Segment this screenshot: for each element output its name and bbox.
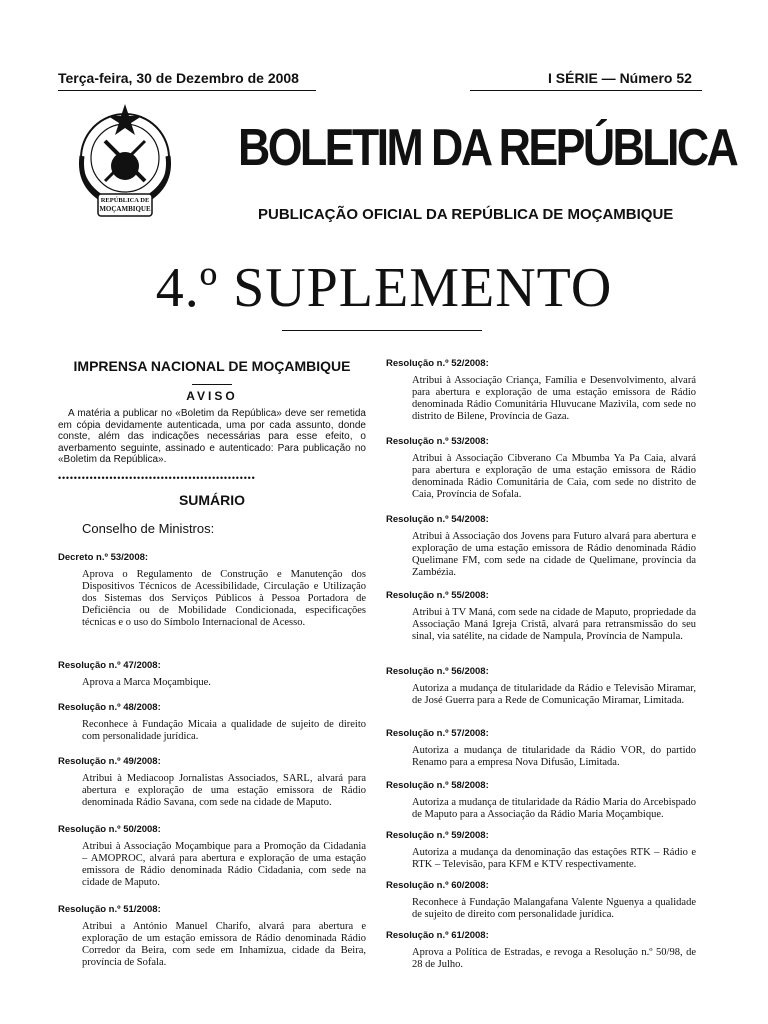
left-entry: [58, 702, 366, 743]
conselho-label: Conselho de Ministros:: [82, 521, 215, 536]
publication-title: BOLETIM DA REPÚBLICA: [238, 119, 737, 177]
entry-heading: Resolução n.º 47/2008:: [58, 660, 161, 671]
left-entry: [58, 552, 366, 629]
entry-body: Autoriza a mudança de titularidade da Rádio VOR, do partido Renamo para a empresa Nova Difusão, Limitada.: [412, 745, 696, 768]
entry-heading: Resolução n.º 52/2008:: [386, 358, 489, 369]
sumario-heading: SUMÁRIO: [178, 492, 246, 508]
entry-heading: Resolução n.º 54/2008:: [386, 514, 489, 525]
right-entry: [386, 830, 696, 871]
supplement-underline: [282, 330, 482, 331]
entry-body: Atribui à TV Maná, com sede na cidade de Maputo, propriedade da Associação Maná Igreja Cristã, alvará para retransmissão do seu sinal, via satélite, na cidade de Nampula, Província de Nampula.: [412, 607, 696, 642]
date-underline: [58, 90, 316, 91]
entry-heading: Resolução n.º 60/2008:: [386, 880, 489, 891]
entry-heading: Resolução n.º 56/2008:: [386, 666, 489, 677]
left-entry: [58, 904, 366, 969]
entry-heading: Resolução n.º 58/2008:: [386, 780, 489, 791]
entry-body: Autoriza a mudança de titularidade da Rádio e Televisão Miramar, de José Guerra para a Rede de Comunicação Miramar, Limitada.: [412, 683, 696, 706]
aviso-body: A matéria a publicar no «Boletim da República» deve ser remetida em cópia devidamente autenticada, uma por cada assunto, donde conste, além das indicações necessárias para esse efeito, o averbamento seguinte, assinado e autenticado: Para publicação no «Boletim da República».: [58, 408, 366, 465]
entry-heading: Resolução n.º 49/2008:: [58, 756, 161, 767]
right-entry: [386, 780, 696, 821]
left-entry: [58, 824, 366, 889]
entry-body: Aprova a Marca Moçambique.: [82, 677, 211, 688]
series-underline: [470, 90, 702, 91]
entry-heading: Resolução n.º 51/2008:: [58, 904, 161, 915]
entry-heading: Resolução n.º 57/2008:: [386, 728, 489, 739]
entry-body: Aprova a Política de Estradas, e revoga a Resolução n.º 50/98, de 28 de Julho.: [412, 947, 696, 970]
entry-heading: Resolução n.º 59/2008:: [386, 830, 489, 841]
entry-body: Atribui à Associação dos Jovens para Futuro alvará para abertura e exploração de uma estação emissora de Rádio denominada Rádio Quelimane FM, com sede na cidade de Quelimane, província da Zambézia.: [412, 531, 696, 578]
right-entry: [386, 436, 696, 501]
right-entry: [386, 358, 696, 423]
left-entry: [58, 756, 366, 809]
entry-body: Atribui à Associação Criança, Família e Desenvolvimento, alvará para abertura e exploração de uma estação emissora de Rádio denominada Rádio Comunitária Hluvucane Mazivila, com sede no distrito de Bilene, Província de Gaza.: [412, 375, 696, 422]
entry-body: Atribui à Mediacoop Jornalistas Associados, SARL, alvará para abertura e exploração de uma estação emissora de Rádio denominada Rádio Savana, com sede na cidade de Maputo.: [82, 773, 366, 808]
right-entry: [386, 666, 696, 707]
entry-heading: Resolução n.º 55/2008:: [386, 590, 489, 601]
emblem-text-top: REPÚBLICA DE: [100, 197, 150, 204]
entry-body: Atribui à Associação Moçambique para a Promoção da Cidadania – AMOPROC, alvará para abertura e exploração de uma estação emissora de Rádio denominada Rádio Cidadania, com sede na cidade de Maputo.: [82, 841, 366, 888]
entry-heading: Resolução n.º 61/2008:: [386, 930, 489, 941]
entry-body: Aprova o Regulamento de Construção e Manutenção dos Dispositivos Técnicos de Acessibilidade, Circulação e Utilização dos Sistemas dos Serviços Públicos à Pessoa Portadora de Deficiência ou de Mobilidade Condicionada, especificações técnicas e o uso do Símbolo Internacional de Acesso.: [82, 569, 366, 628]
left-entry: [58, 660, 366, 689]
right-entry: [386, 728, 696, 769]
entry-body: Atribui a António Manuel Charifo, alvará para abertura e exploração de um estação emissora de Rádio denominada Rádio Corredor da Beira, com sede em Inhamízua, cidade da Beira, província de Sofala.: [82, 921, 366, 968]
entry-body: Autoriza a mudança de titularidade da Rádio Maria do Arcebispado de Maputo para a Associação da Rádio Maria Moçambique.: [412, 797, 696, 820]
imprensa-heading: IMPRENSA NACIONAL DE MOÇAMBIQUE: [73, 358, 351, 374]
entry-body: Atribui à Associação Cibverano Ca Mbumba Ya Pa Caia, alvará para abertura e exploração de uma estação emissora de Rádio denominada Rádio Comunitária de Caia, com sede no distrito de Caia, Província de Sofala.: [412, 453, 696, 500]
entry-heading: Resolução n.º 50/2008:: [58, 824, 161, 835]
entry-body: Reconhece à Fundação Micaia a qualidade de sujeito de direito com personalidade jurídica.: [82, 719, 366, 742]
publication-subtitle: PUBLICAÇÃO OFICIAL DA REPÚBLICA DE MOÇAMBIQUE: [258, 206, 674, 223]
right-entry: [386, 590, 696, 643]
entry-heading: Decreto n.º 53/2008:: [58, 552, 149, 563]
aviso-rule: [192, 384, 232, 385]
right-entry: [386, 930, 696, 971]
issue-date: Terça-feira, 30 de Dezembro de 2008: [58, 70, 299, 86]
entry-body: Reconhece à Fundação Malangafana Valente Nguenya a qualidade de sujeito de direito com personalidade jurídica.: [412, 897, 696, 920]
entry-body: Autoriza a mudança da denominação das estações RTK – Rádio e RTK – Televisão, para KFM e KTV respectivamente.: [412, 847, 696, 870]
aviso-heading: AVISO: [186, 389, 238, 403]
supplement-title: 4.º SUPLEMENTO: [155, 257, 613, 319]
entry-heading: Resolução n.º 53/2008:: [386, 436, 489, 447]
emblem-text-bottom: MOÇAMBIQUE: [99, 205, 151, 213]
right-entry: [386, 514, 696, 579]
right-entry: [386, 880, 696, 921]
entry-heading: Resolução n.º 48/2008:: [58, 702, 161, 713]
dotted-divider: ••••••••••••••••••••••••••••••••••••••••••••••••••: [58, 473, 256, 483]
series-number: I SÉRIE — Número 52: [548, 70, 692, 86]
